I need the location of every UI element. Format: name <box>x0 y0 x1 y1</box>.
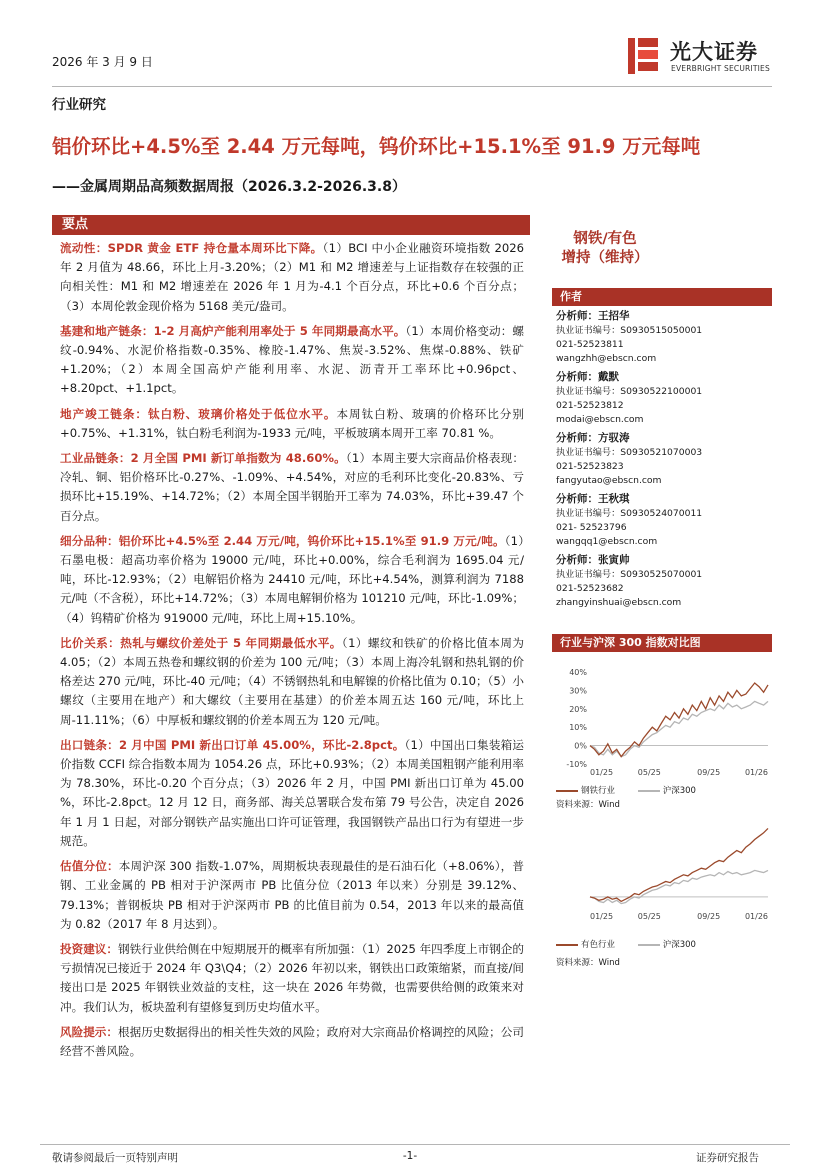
analyst-block <box>556 430 776 488</box>
report-date: 2026 年 3 月 9 日 <box>52 55 153 69</box>
header-divider <box>52 86 772 87</box>
analyst-name-row <box>556 308 776 324</box>
analyst-email[interactable]: zhangyinshuai@ebscn.com <box>556 597 682 608</box>
nonferrous-vs-hs300-chart <box>556 818 776 926</box>
company-logo <box>626 34 776 80</box>
y-tick-label: 20% <box>569 704 587 714</box>
legend-swatch-hs300 <box>638 790 660 792</box>
summary-paragraph <box>60 634 524 730</box>
summary-paragraph <box>60 239 524 316</box>
summary-paragraph <box>60 940 524 1017</box>
paragraph-text: （1）BCI 中小企业融资环境指数 2026 年 2 月值为 48.66，环比上月-3.20%；（2）M1 和 M2 增速差与上证指数存在较强的正向相关性：M1 和 M2 增速差在 2026 年 1 月为-4.1 个百分点，环比+0.6 个百分点；（3）本周伦敦金现价格为 5168 美元/盎司。 <box>60 241 524 313</box>
analyst-label: 分析师： <box>556 310 598 322</box>
y-tick-label: -10% <box>566 760 587 769</box>
paragraph-heading: 出口链条： <box>60 737 119 752</box>
analyst-label: 分析师： <box>556 371 598 383</box>
analyst-list <box>556 308 776 613</box>
analyst-name-row <box>556 552 776 568</box>
y-tick-label: 30% <box>569 686 587 696</box>
legend-hs300: 沪深300 <box>662 786 696 796</box>
x-tick-label: 09/25 <box>697 912 721 921</box>
footer-report-type: 证券研究报告 <box>696 1152 759 1164</box>
industry-rating: 增持（维持） <box>561 250 649 266</box>
x-tick-label: 01/26 <box>744 768 768 777</box>
logo-text-cn: 光大证券 <box>670 40 758 64</box>
paragraph-heading: 细分品种： <box>60 533 119 548</box>
paragraph-heading: 风险提示： <box>60 1024 118 1039</box>
x-tick-label: 05/25 <box>637 912 661 921</box>
paragraph-text: （1）螺纹和铁矿的价格比值本周为 4.05；（2）本周五热卷和螺纹钢的价差为 100 元/吨；（3）本周上海冷轧钢和热轧钢的价格差达 270 元/吨，环比-40 元/吨；（4）不锈钢热轧和电解镍的价格比值为 0.10；（5）小螺纹（主要用在地产）和大螺纹（主要用在基建）的价差本周五达 160 元/吨，环比上周-11.11%；（6）中厚板和螺纹钢的价差本周五为 120 元/吨。 <box>60 635 524 727</box>
x-tick-label: 01/25 <box>590 768 614 777</box>
y-tick-label: 10% <box>569 723 587 733</box>
paragraph-text: 本周沪深 300 指数-1.07%，周期板块表现最佳的是石油石化（+8.06%），普钢、工业金属的 PB 相对于沪深两市 PB 比值分位（2013 年以来）分别是 39.12%、79.13%；普钢板块 PB 相对于沪深两市 PB 的比值目前为 0.54，2013 年以来的最高值为 0.82（2017 年 8 月达到）。 <box>60 859 524 931</box>
analyst-name: 王招华 <box>598 310 630 322</box>
series-line-hs300 <box>590 701 768 756</box>
analyst-email[interactable]: wangzhh@ebscn.com <box>556 353 657 364</box>
industry-name: 钢铁/有色 <box>573 231 637 247</box>
analyst-phone: 021- 52523796 <box>556 522 627 533</box>
footer-divider <box>40 1144 790 1145</box>
analyst-name-row <box>556 491 776 507</box>
summary-paragraph <box>60 1023 524 1061</box>
analyst-name: 张寅帅 <box>598 554 630 566</box>
paragraph-heading: 投资建议： <box>60 941 118 956</box>
analyst-label: 分析师： <box>556 554 598 566</box>
series-line-industry <box>590 828 768 901</box>
chart1-source: 资料来源：Wind <box>556 800 620 810</box>
legend-swatch-steel <box>556 790 578 792</box>
x-tick-label: 01/25 <box>590 912 614 921</box>
analyst-phone: 021-52523812 <box>556 400 624 411</box>
analyst-cert: 执业证书编号：S0930524070011 <box>556 508 703 519</box>
analyst-cert: 执业证书编号：S0930525070001 <box>556 569 703 580</box>
analyst-label: 分析师： <box>556 432 598 444</box>
paragraph-highlight: SPDR 黄金 ETF 持仓量本周环比下降。 <box>107 241 323 255</box>
analyst-name: 戴默 <box>598 371 619 383</box>
analyst-cert: 执业证书编号：S0930515050001 <box>556 325 703 336</box>
summary-heading: 要点 <box>52 215 530 235</box>
paragraph-highlight: 钛白粉、玻璃价格处于低位水平。 <box>147 406 337 421</box>
paragraph-text: 钢铁行业供给侧在中短期展开的概率有所加强：（1）2025 年四季度上市钢企的亏损情况已接近于 2024 年 Q3\Q4；（2）2026 年初以来，钢铁出口政策缩紧，而直接/间接出口是 2025 年钢铁业效益的支柱，这一块在 2026 年势微，也需要供给侧的政策来对冲。我们认为，板块盈利有望修复到历史均值水平。 <box>60 941 524 1014</box>
paragraph-highlight: 2 月中国 PMI 新出口订单 45.00%，环比-2.8pct。 <box>118 737 405 752</box>
x-tick-label: 09/25 <box>697 768 721 777</box>
analyst-name: 方驭涛 <box>598 432 630 444</box>
analyst-phone: 021-52523823 <box>556 461 624 472</box>
steel-vs-hs300-chart <box>556 666 776 782</box>
paragraph-text: （1）本周主要大宗商品价格表现：冷轧、铜、铝价格环比-0.27%、-1.09%、+4.54%，对应的毛利环比变化-20.83%、亏损环比+15.19%、+14.72%；（2）本周全国半钢胎开工率为 74.03%，环比+39.47 个百分点。 <box>60 451 524 523</box>
summary-paragraph <box>60 736 524 851</box>
paragraph-text: （1）本周价格变动：螺纹-0.94%、水泥价格指数-0.35%、橡胶-1.47%、焦炭-3.52%、焦煤-0.88%、铁矿+1.20%；（2）本周全国高炉产能利用率、水泥、沥青开工率环比+0.96pct、+8.20pct、+1.1pct。 <box>60 323 525 396</box>
analyst-name: 王秋琪 <box>598 493 630 505</box>
paragraph-heading: 估值分位： <box>60 859 119 874</box>
analyst-name-row <box>556 369 776 385</box>
paragraph-text: （1）中国出口集装箱运价指数 CCFI 综合指数本周为 1054.26 点，环比+0.93%；（2）本周美国粗钢产能利用率为 78.30%，环比-0.20 个百分点；（3）2026 年 2 月，中国 PMI 新出口订单为 45.00 %，环比-2.8pct。12 月 12 日，商务部、海关总署联合发布第 79 号公告，决定自 2026 年 1 月 1 日起，对部分钢铁产品实施出口许可证管理，我国钢铁产品出口行为有望进一步规范。 <box>60 737 524 848</box>
chart-heading: 行业与沪深 300 指数对比图 <box>552 634 772 652</box>
analyst-phone: 021-52523682 <box>556 583 624 594</box>
logo-icon <box>626 34 664 78</box>
analyst-block <box>556 369 776 427</box>
report-subtitle: ——金属周期品高频数据周报（2026.3.2-2026.3.8） <box>52 179 406 195</box>
legend-steel: 钢铁行业 <box>581 786 616 796</box>
paragraph-highlight: 铝价环比+4.5%至 2.44 万元/吨，钨价环比+15.1%至 91.9 万元/吨。 <box>118 533 505 548</box>
paragraph-heading: 流动性： <box>60 241 108 255</box>
analyst-email[interactable]: wangqq1@ebscn.com <box>556 536 658 547</box>
analyst-email[interactable]: fangyutao@ebscn.com <box>556 475 662 486</box>
footer-disclaimer: 敬请参阅最后一页特别声明 <box>52 1152 178 1164</box>
paragraph-heading: 基建和地产链条： <box>60 323 154 338</box>
summary-paragraph <box>60 449 524 526</box>
analyst-email[interactable]: modai@ebscn.com <box>556 414 644 425</box>
paragraph-highlight: 2 月全国 PMI 新订单指数为 48.60%。 <box>130 451 346 466</box>
authors-heading: 作者 <box>552 288 772 306</box>
y-tick-label: 0% <box>574 741 587 751</box>
paragraph-heading: 工业品链条： <box>60 451 131 466</box>
paragraph-text: 根据历史数据得出的相关性失效的风险；政府对大宗商品价格调控的风险；公司经营不善风险。 <box>60 1024 524 1058</box>
paragraph-text: 本周钛白粉、玻璃的价格环比分别+0.75%、+1.31%，钛白粉毛利润为-1933 元/吨，平板玻璃本周开工率 70.81 %。 <box>60 406 524 440</box>
analyst-block <box>556 552 776 610</box>
summary-body <box>60 239 524 1067</box>
nonferrous-chart-legend <box>556 938 696 950</box>
analyst-block <box>556 491 776 549</box>
analyst-block <box>556 308 776 366</box>
paragraph-highlight: 1-2 月高炉产能利用率处于 5 年同期最高水平。 <box>153 323 406 338</box>
paragraph-heading: 比价关系： <box>60 635 121 650</box>
summary-paragraph <box>60 322 524 399</box>
summary-paragraph <box>60 405 524 443</box>
report-title: 铝价环比+4.5%至 2.44 万元每吨，钨价环比+15.1%至 91.9 万元每吨 <box>52 135 701 158</box>
logo-text-en: EVERBRIGHT SECURITIES <box>671 64 770 73</box>
paragraph-highlight: 热轧与螺纹价差处于 5 年同期最低水平。 <box>120 635 342 650</box>
chart2-source: 资料来源：Wind <box>556 958 620 968</box>
analyst-cert: 执业证书编号：S0930521070003 <box>556 447 703 458</box>
report-category: 行业研究 <box>52 97 106 113</box>
x-tick-label: 05/25 <box>637 768 661 777</box>
legend-swatch-nonferrous <box>556 944 578 946</box>
steel-chart-legend <box>556 784 696 796</box>
paragraph-text: （1）石墨电极：超高功率价格为 19000 元/吨，环比+0.00%，综合毛利润为 1695.04 元/吨，环比-12.93%；（2）电解铝价格为 24410 元/吨，环比+4.54%，测算利润为 7188 元/吨（不含税），环比+14.72%；（3）本周电解铜价格为 101210 元/吨，环比-1.09%；（4）钨精矿价格为 919000 元/吨，环比上周+15.10%。 <box>60 533 524 625</box>
summary-paragraph <box>60 857 524 934</box>
analyst-phone: 021-52523811 <box>556 339 624 350</box>
analyst-cert: 执业证书编号：S0930522100001 <box>556 386 703 397</box>
y-tick-label: 40% <box>569 668 587 677</box>
analyst-name-row <box>556 430 776 446</box>
legend-swatch-hs300-2 <box>638 944 660 946</box>
analyst-label: 分析师： <box>556 493 598 505</box>
paragraph-heading: 地产竣工链条： <box>60 406 148 421</box>
legend-nonferrous: 有色行业 <box>581 940 616 950</box>
summary-paragraph <box>60 532 524 628</box>
page-number: -1- <box>402 1150 418 1162</box>
x-tick-label: 01/26 <box>744 912 768 921</box>
steel-chart-svg <box>556 666 776 778</box>
legend-hs300-2: 沪深300 <box>662 940 696 950</box>
nonferrous-chart-svg <box>556 818 776 922</box>
